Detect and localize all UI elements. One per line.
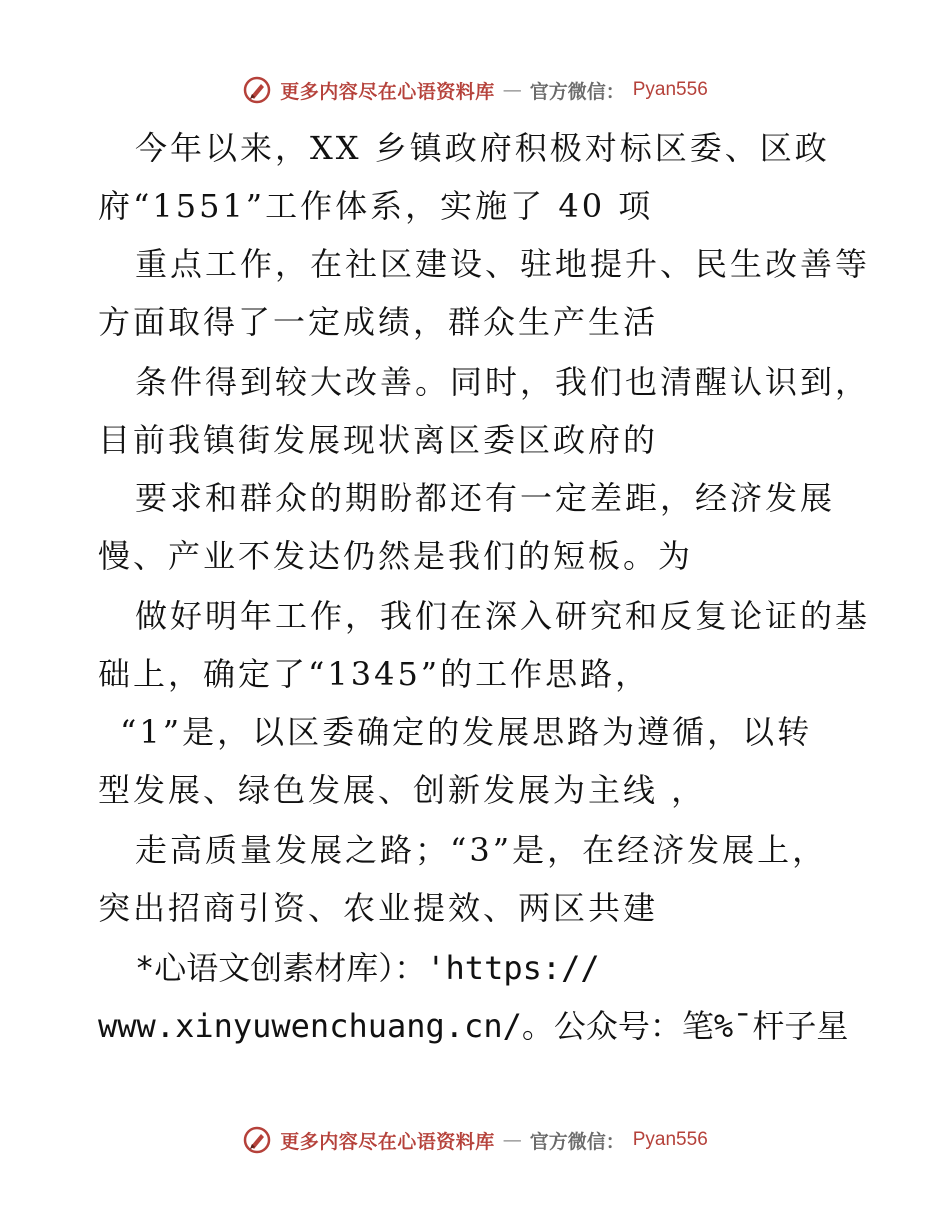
text-line: 走高质量发展之路；“3”是，在经济发展上， bbox=[135, 831, 828, 869]
text-line: 慢、产业不发达仍然是我们的短板。为 bbox=[98, 537, 694, 575]
watermark-wechat-id: Pyan556 bbox=[632, 79, 708, 100]
watermark-separator: — bbox=[502, 1129, 522, 1151]
text-line: 今年以来，XX 乡镇政府积极对标区委、区政 bbox=[135, 129, 830, 167]
header-watermark bbox=[0, 70, 950, 110]
watermark-text: 更多内容尽在心语资料库 bbox=[280, 1130, 495, 1153]
text-line: 目前我镇街发展现状离区委区政府的 bbox=[98, 421, 659, 459]
text-line: www.xinyuwenchuang.cn/。公众号：笔%¯杆子星 bbox=[98, 1007, 849, 1045]
text-line: 型发展、绿色发展、创新发展为主线 ， bbox=[98, 771, 707, 809]
watermark-wechat-label: 官方微信： bbox=[529, 1130, 625, 1153]
text-line: 突出招商引资、农业提效、两区共建 bbox=[98, 889, 659, 927]
footer-watermark bbox=[0, 1120, 950, 1160]
watermark-text: 更多内容尽在心语资料库 bbox=[280, 80, 495, 103]
pen-logo-icon bbox=[242, 1125, 272, 1155]
text-line: 做好明年工作，我们在深入研究和反复论证的基 bbox=[135, 597, 871, 635]
text-line: 府“1551”工作体系，实施了 40 项 bbox=[98, 187, 654, 225]
watermark-wechat-id: Pyan556 bbox=[632, 1129, 708, 1150]
pen-logo-icon bbox=[242, 75, 272, 105]
text-line: 重点工作，在社区建设、驻地提升、民生改善等 bbox=[135, 245, 871, 283]
watermark-wechat-label: 官方微信： bbox=[529, 80, 625, 103]
text-line: 方面取得了一定成绩，群众生产生活 bbox=[98, 303, 659, 341]
text-line: *心语文创素材库）：'https:// bbox=[135, 949, 600, 987]
text-line: “1”是，以区委确定的发展思路为遵循，以转 bbox=[120, 713, 813, 751]
text-line: 础上，确定了“1345”的工作思路， bbox=[98, 655, 651, 693]
text-line: 要求和群众的期盼都还有一定差距，经济发展 bbox=[135, 479, 836, 517]
text-line: 条件得到较大改善。同时，我们也清醒认识到， bbox=[135, 363, 871, 401]
watermark-separator: — bbox=[502, 79, 522, 101]
